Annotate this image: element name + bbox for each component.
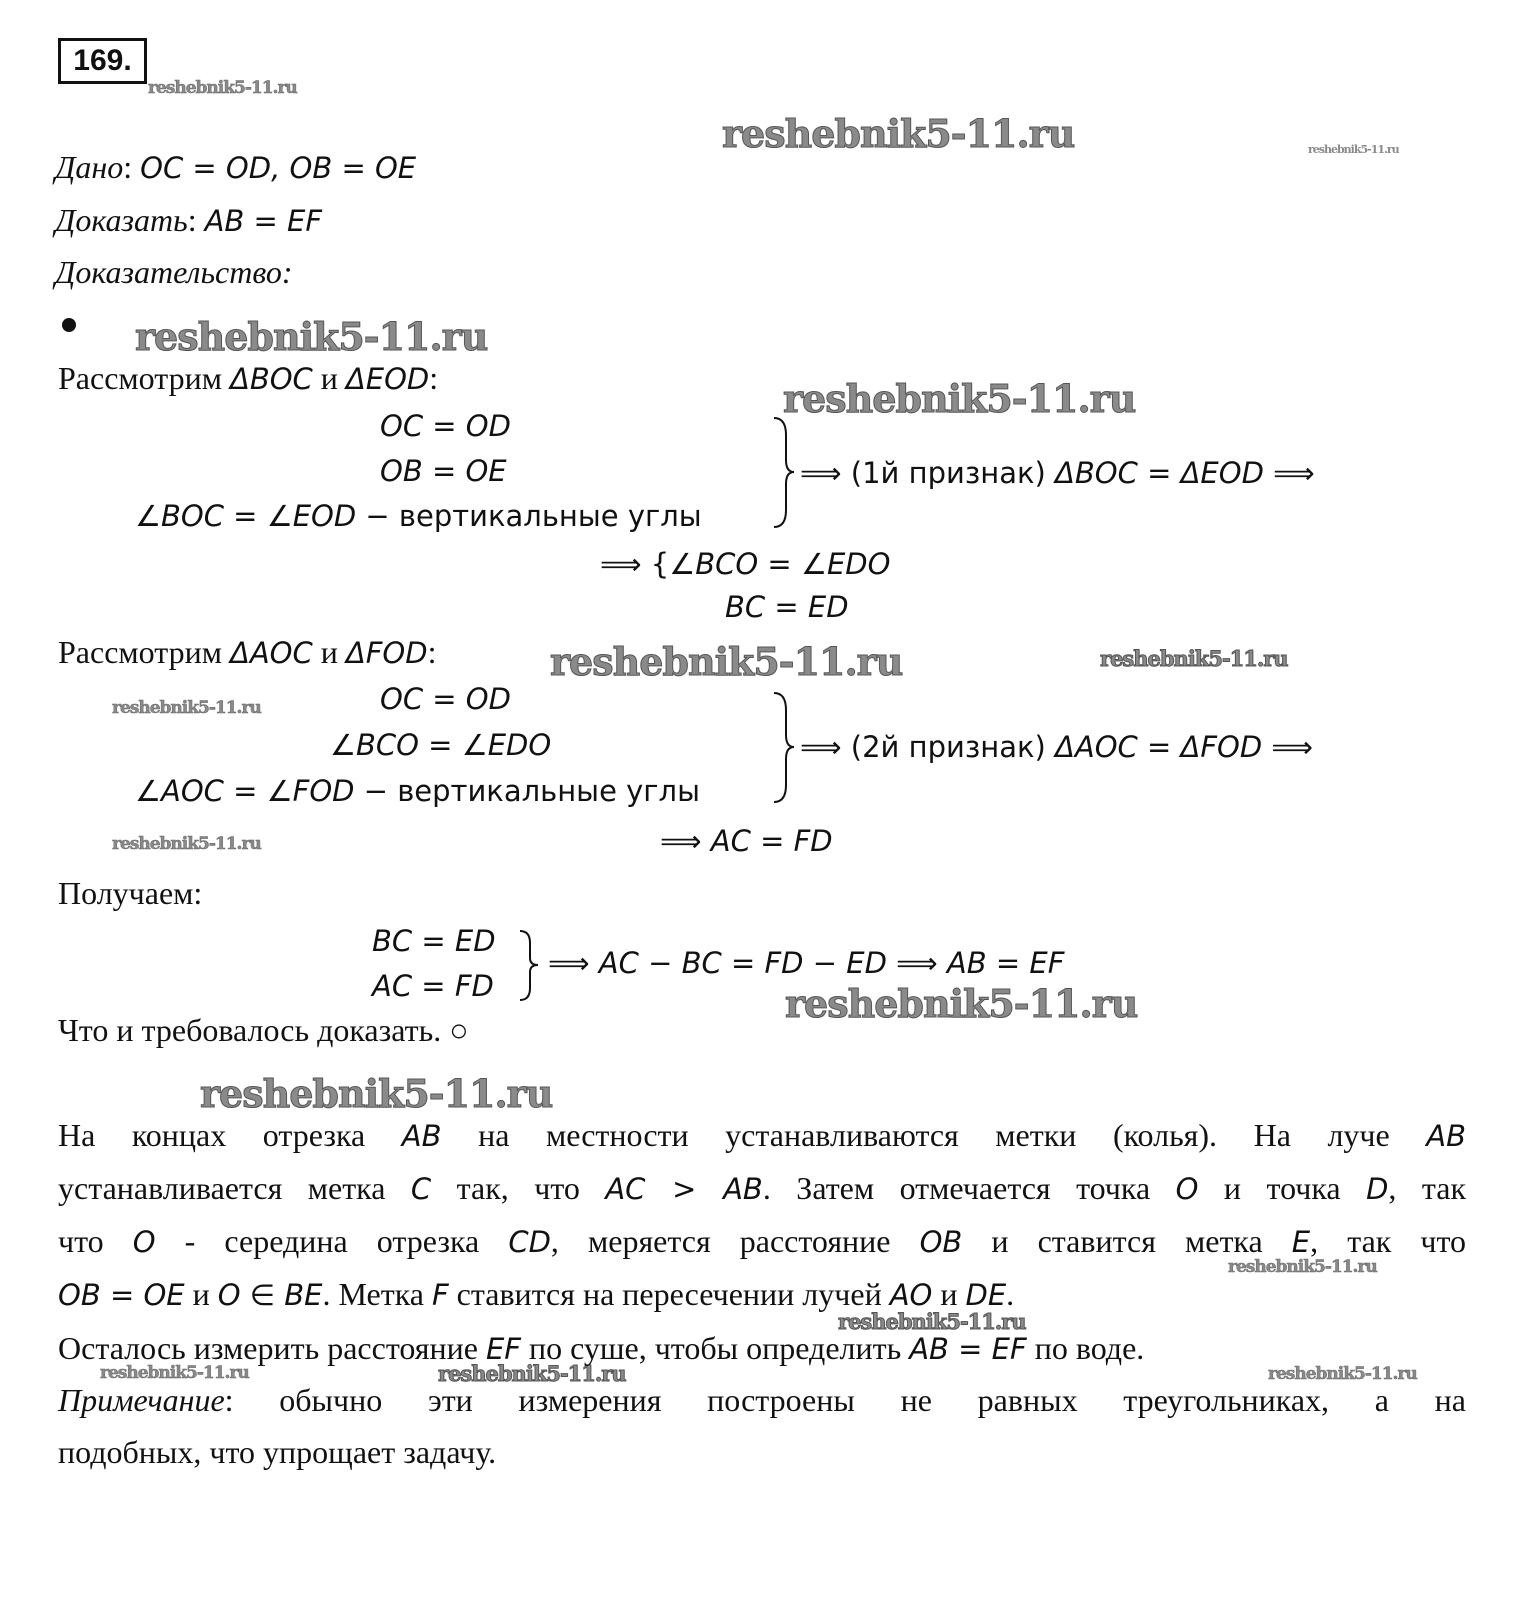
right-brace-icon <box>768 690 798 805</box>
text-segment: На концах отрезка <box>58 1117 402 1153</box>
text-segment: Доказать <box>55 202 188 238</box>
text-line-s2b <box>330 728 551 760</box>
math-expression: ΔBOC = ΔEOD <box>1055 456 1264 490</box>
text-segment: и точка <box>1198 1170 1367 1206</box>
text-segment: ⟹ <box>1262 730 1314 764</box>
math-expression: ∠BCO = ∠EDO <box>330 728 552 762</box>
math-expression: CD <box>508 1225 551 1259</box>
math-expression: OB = OE <box>380 454 507 488</box>
text-line-p2 <box>58 1172 1466 1204</box>
math-expression: O ∈ BE <box>217 1278 323 1312</box>
text-segment: , меряется расстояние <box>550 1223 920 1259</box>
math-expression: D <box>1366 1172 1389 1206</box>
math-expression: OC = OD, OB = OE <box>140 151 417 185</box>
text-line-s1c <box>135 499 702 531</box>
text-line-consider1 <box>58 362 438 394</box>
text-segment: по суше, чтобы определить <box>520 1330 910 1366</box>
text-segment: ставится на пересечении лучей <box>448 1276 890 1312</box>
text-line-p7 <box>58 1436 496 1468</box>
text-line-g2 <box>372 969 494 1001</box>
text-line-r2 <box>800 730 1313 762</box>
text-segment: : <box>187 202 205 238</box>
text-line-g1 <box>372 924 496 956</box>
text-line-s1a <box>380 409 511 441</box>
text-segment: Примечание <box>58 1382 225 1418</box>
math-expression: ΔEOD <box>345 362 430 396</box>
math-expression: O <box>1175 1172 1199 1206</box>
text-segment: ⟹ <box>886 946 947 980</box>
text-segment: Осталось измерить расстояние <box>58 1330 486 1366</box>
watermark: reshebnik5-11.ru <box>438 1361 626 1386</box>
math-expression: ΔFOD <box>345 636 428 670</box>
math-expression: AC > AB <box>605 1172 763 1206</box>
text-line-r1 <box>800 456 1315 488</box>
text-segment: Что и требовалось доказать. ○ <box>58 1012 469 1048</box>
text-line-p6 <box>58 1384 1466 1416</box>
math-expression: OB <box>919 1225 963 1259</box>
watermark: reshebnik5-11.ru <box>785 981 1138 1026</box>
text-line-r1a <box>600 547 890 579</box>
math-expression: OB = OE <box>58 1278 185 1312</box>
text-segment: Получаем: <box>58 875 203 911</box>
text-line-g3 <box>548 946 1064 978</box>
math-expression: BC = ED <box>725 590 849 624</box>
math-expression: AC − BC = FD − ED <box>598 946 887 980</box>
text-segment: подобных, что упрощает задачу. <box>58 1434 497 1470</box>
text-line-given <box>55 151 416 183</box>
math-expression: AB = EF <box>909 1332 1027 1366</box>
text-segment: : <box>123 149 141 185</box>
math-expression: AB = EF <box>204 204 323 238</box>
text-segment: и <box>184 1276 218 1312</box>
text-segment: . Метка <box>322 1276 432 1312</box>
watermark: reshebnik5-11.ru <box>722 111 1075 156</box>
math-expression: ΔAOC <box>229 636 313 670</box>
text-segment: ⟹ (1й признак) <box>800 456 1056 490</box>
text-segment: и <box>932 1276 966 1312</box>
watermark: reshebnik5-11.ru <box>838 1309 1026 1334</box>
watermark: reshebnik5-11.ru <box>200 1071 553 1116</box>
right-brace-icon <box>516 928 542 1003</box>
text-segment: , так <box>1388 1170 1467 1206</box>
text-line-p1 <box>58 1119 1466 1151</box>
text-segment: − вертикальные углы <box>356 499 702 533</box>
text-segment: , так что <box>1310 1223 1467 1259</box>
text-segment: и ставится метка <box>962 1223 1292 1259</box>
text-segment: на местности устанавливаются метки (колья). На луче <box>441 1117 1427 1153</box>
math-expression: F <box>431 1278 449 1312</box>
right-brace-icon <box>768 415 798 530</box>
text-line-qed <box>58 1014 469 1046</box>
text-segment: Рассмотрим <box>58 634 230 670</box>
text-segment: − вертикальные углы <box>354 774 700 808</box>
text-segment: : <box>427 634 437 670</box>
math-expression: ∠BCO = ∠EDO <box>669 547 891 581</box>
math-expression: DE <box>965 1278 1007 1312</box>
math-expression: ∠AOC = ∠FOD <box>135 774 355 808</box>
text-segment: по воде. <box>1026 1330 1145 1366</box>
text-line-proof <box>55 256 292 288</box>
text-segment: устанавливается метка <box>58 1170 411 1206</box>
text-segment: : обычно эти измерения построены не равных треугольниках, а на <box>224 1382 1466 1418</box>
watermark: reshebnik5-11.ru <box>148 78 297 98</box>
watermark: reshebnik5-11.ru <box>1100 646 1288 671</box>
text-segment: ⟹ <box>660 824 711 858</box>
bullet-icon <box>62 318 76 332</box>
text-line-s1b <box>380 454 507 486</box>
math-expression: E <box>1291 1225 1311 1259</box>
math-expression: EF <box>485 1332 521 1366</box>
text-segment: . Затем отмечается точка <box>762 1170 1176 1206</box>
text-line-get <box>58 877 202 909</box>
text-line-p4 <box>58 1278 1014 1310</box>
math-expression: AO <box>889 1278 933 1312</box>
watermark: reshebnik5-11.ru <box>1308 143 1399 156</box>
math-expression: AC = FD <box>372 969 494 1003</box>
text-segment: ⟹ <box>548 946 599 980</box>
math-expression: AB <box>401 1119 442 1153</box>
math-expression: AB = EF <box>946 946 1065 980</box>
problem-number: 169. <box>58 38 147 84</box>
watermark: reshebnik5-11.ru <box>100 1363 249 1383</box>
math-expression: O <box>132 1225 156 1259</box>
math-expression: AC = FD <box>710 824 833 858</box>
text-segment: что <box>58 1223 133 1259</box>
math-expression: C <box>410 1172 432 1206</box>
text-line-p5 <box>58 1332 1144 1364</box>
text-segment: и <box>312 360 346 396</box>
text-segment: и <box>312 634 346 670</box>
watermark: reshebnik5-11.ru <box>783 376 1136 421</box>
text-line-p3 <box>58 1225 1466 1257</box>
text-segment: Дано <box>55 149 124 185</box>
text-segment: ⟹ (2й признак) <box>800 730 1056 764</box>
text-segment: : <box>429 360 439 396</box>
text-segment: так, что <box>431 1170 606 1206</box>
text-line-s2c <box>135 774 700 806</box>
math-expression: ΔAOC = ΔFOD <box>1055 730 1263 764</box>
watermark: reshebnik5-11.ru <box>1228 1257 1377 1277</box>
text-line-r2a <box>660 824 833 856</box>
text-segment: Рассмотрим <box>58 360 230 396</box>
text-line-prove <box>55 204 322 236</box>
math-expression: BC = ED <box>372 924 496 958</box>
math-expression: OC = OD <box>380 409 511 443</box>
text-line-r1b <box>725 590 849 622</box>
watermark: reshebnik5-11.ru <box>1268 1364 1417 1384</box>
text-segment: Доказательство: <box>55 254 293 290</box>
watermark: reshebnik5-11.ru <box>550 639 903 684</box>
text-line-consider2 <box>58 636 436 668</box>
text-segment: ⟹ <box>1263 456 1315 490</box>
watermark: reshebnik5-11.ru <box>135 314 488 359</box>
text-segment: - середина отрезка <box>155 1223 509 1259</box>
text-line-s2a <box>380 682 511 714</box>
math-expression: ∠BOC = ∠EOD <box>135 499 357 533</box>
watermark: reshebnik5-11.ru <box>112 698 261 718</box>
text-segment: ⟹ { <box>600 547 670 581</box>
watermark: reshebnik5-11.ru <box>112 834 261 854</box>
text-segment: . <box>1006 1276 1015 1312</box>
math-expression: ΔBOC <box>229 362 313 396</box>
math-expression: OC = OD <box>380 682 511 716</box>
math-expression: AB <box>1426 1119 1467 1153</box>
